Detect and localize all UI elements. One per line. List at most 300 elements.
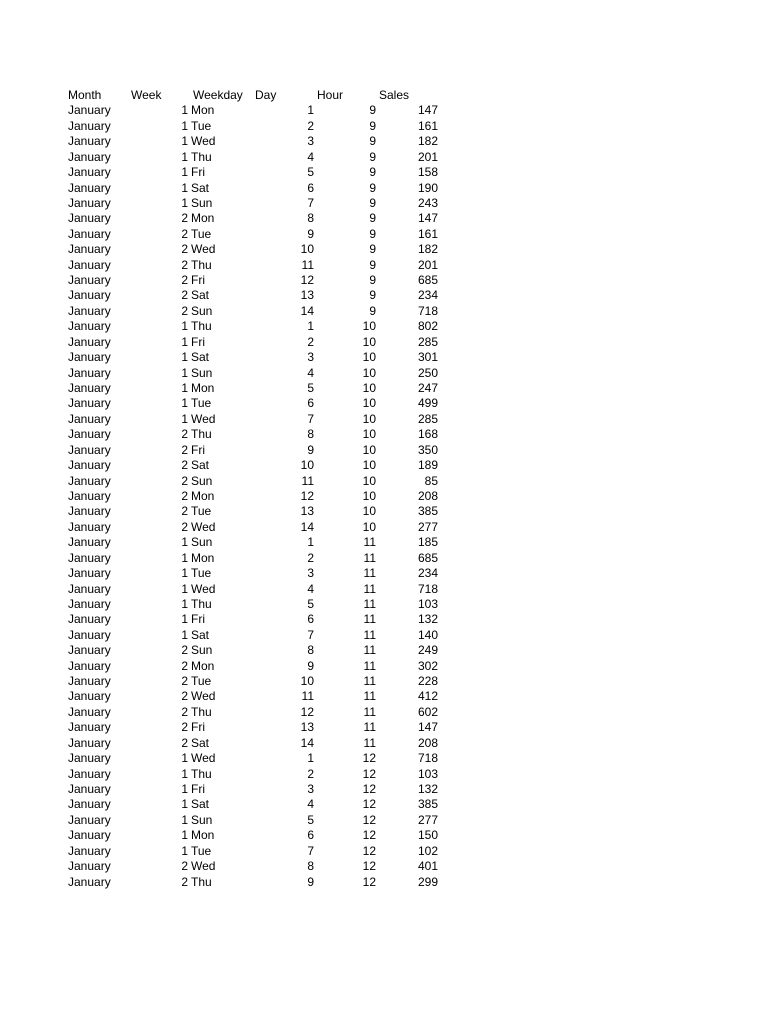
header-month: Month [68, 88, 102, 102]
cell-sales: 147 [417, 103, 438, 118]
cell-day: 9 [307, 874, 314, 889]
cell-week: 1 [181, 334, 188, 349]
cell-day: 5 [307, 381, 314, 396]
cell-weekday: Fri [191, 334, 205, 349]
table-row [68, 242, 448, 257]
cell-month: January [68, 581, 111, 596]
cell-day: 7 [307, 843, 314, 858]
table-row [68, 304, 448, 319]
cell-day: 2 [307, 334, 314, 349]
cell-weekday: Thu [191, 766, 212, 781]
cell-weekday: Thu [191, 704, 212, 719]
cell-month: January [68, 828, 111, 843]
cell-hour: 9 [369, 149, 376, 164]
cell-weekday: Sun [191, 473, 213, 488]
cell-weekday: Thu [191, 257, 212, 272]
cell-day: 11 [301, 689, 314, 704]
table-row [68, 396, 448, 411]
header-week: Week [131, 88, 162, 102]
cell-hour: 9 [369, 273, 376, 288]
cell-hour: 11 [363, 581, 376, 596]
cell-hour: 10 [362, 519, 376, 534]
cell-weekday: Thu [191, 149, 212, 164]
cell-week: 2 [181, 504, 188, 519]
cell-hour: 10 [362, 365, 376, 380]
cell-hour: 12 [362, 766, 376, 781]
cell-month: January [68, 859, 111, 874]
cell-weekday: Sun [191, 303, 213, 318]
cell-week: 1 [181, 165, 188, 180]
table-row [68, 427, 448, 442]
cell-week: 2 [181, 874, 188, 889]
table-row [68, 227, 448, 242]
table-row [68, 443, 448, 458]
header-day: Day [255, 88, 277, 102]
cell-sales: 228 [417, 674, 438, 689]
cell-weekday: Sun [191, 535, 213, 550]
cell-hour: 11 [363, 674, 376, 689]
cell-weekday: Wed [191, 519, 216, 534]
cell-hour: 11 [363, 566, 376, 581]
cell-month: January [68, 735, 111, 750]
cell-sales: 802 [417, 319, 438, 334]
cell-week: 2 [181, 658, 188, 673]
cell-hour: 9 [369, 165, 376, 180]
table-row [68, 659, 448, 674]
cell-weekday: Wed [191, 411, 216, 426]
cell-sales: 277 [417, 519, 438, 534]
cell-week: 1 [181, 411, 188, 426]
cell-week: 2 [181, 442, 188, 457]
cell-weekday: Mon [191, 381, 215, 396]
cell-month: January [68, 704, 111, 719]
cell-hour: 12 [362, 843, 376, 858]
cell-month: January [68, 257, 111, 272]
cell-weekday: Wed [191, 751, 216, 766]
table-row [68, 566, 448, 581]
cell-month: January [68, 381, 111, 396]
cell-month: January [68, 211, 111, 226]
cell-week: 1 [181, 781, 188, 796]
cell-week: 2 [181, 473, 188, 488]
cell-month: January [68, 165, 111, 180]
cell-hour: 11 [363, 612, 376, 627]
cell-weekday: Sun [191, 195, 213, 210]
cell-weekday: Thu [191, 596, 212, 611]
cell-sales: 132 [417, 781, 438, 796]
table-row [68, 828, 448, 843]
cell-sales: 385 [417, 797, 438, 812]
table-row [68, 674, 448, 689]
cell-day: 2 [307, 550, 314, 565]
cell-weekday: Tue [191, 674, 212, 689]
cell-sales: 285 [417, 334, 438, 349]
cell-week: 1 [181, 103, 188, 118]
cell-day: 5 [307, 596, 314, 611]
cell-sales: 147 [417, 211, 438, 226]
cell-week: 1 [181, 319, 188, 334]
table-row [68, 813, 448, 828]
cell-weekday: Mon [191, 828, 215, 843]
cell-sales: 718 [417, 303, 438, 318]
cell-week: 1 [181, 350, 188, 365]
cell-week: 2 [181, 458, 188, 473]
cell-week: 2 [181, 226, 188, 241]
cell-day: 8 [307, 211, 314, 226]
cell-hour: 10 [362, 411, 376, 426]
cell-hour: 10 [362, 504, 376, 519]
cell-weekday: Sun [191, 812, 213, 827]
cell-week: 1 [181, 812, 188, 827]
cell-day: 12 [300, 704, 314, 719]
cell-month: January [68, 458, 111, 473]
cell-sales: 132 [417, 612, 438, 627]
table-row [68, 119, 448, 134]
cell-hour: 9 [369, 303, 376, 318]
cell-month: January [68, 473, 111, 488]
cell-weekday: Tue [191, 396, 212, 411]
cell-weekday: Sat [191, 288, 210, 303]
cell-month: January [68, 689, 111, 704]
cell-month: January [68, 350, 111, 365]
cell-sales: 685 [417, 550, 438, 565]
cell-month: January [68, 226, 111, 241]
cell-sales: 602 [417, 704, 438, 719]
cell-month: January [68, 766, 111, 781]
cell-hour: 9 [369, 288, 376, 303]
cell-sales: 243 [417, 195, 438, 210]
cell-day: 6 [307, 180, 314, 195]
cell-month: January [68, 612, 111, 627]
cell-week: 1 [181, 751, 188, 766]
cell-sales: 208 [417, 488, 438, 503]
cell-hour: 12 [362, 874, 376, 889]
table-row [68, 782, 448, 797]
cell-hour: 9 [369, 226, 376, 241]
cell-hour: 10 [362, 458, 376, 473]
cell-hour: 11 [363, 735, 376, 750]
table-row [68, 181, 448, 196]
cell-week: 1 [181, 149, 188, 164]
cell-week: 2 [181, 273, 188, 288]
cell-weekday: Wed [191, 242, 216, 257]
cell-weekday: Sun [191, 643, 213, 658]
cell-sales: 140 [417, 627, 438, 642]
table-row [68, 335, 448, 350]
cell-day: 4 [307, 365, 314, 380]
cell-hour: 11 [363, 643, 376, 658]
cell-hour: 12 [362, 781, 376, 796]
table-row [68, 273, 448, 288]
cell-month: January [68, 874, 111, 889]
cell-hour: 9 [369, 195, 376, 210]
table-row [68, 844, 448, 859]
cell-week: 1 [181, 365, 188, 380]
cell-month: January [68, 303, 111, 318]
cell-month: January [68, 658, 111, 673]
cell-hour: 11 [363, 550, 376, 565]
cell-sales: 718 [417, 751, 438, 766]
cell-sales: 234 [417, 288, 438, 303]
cell-weekday: Wed [191, 859, 216, 874]
cell-hour: 9 [369, 242, 376, 257]
cell-day: 3 [307, 134, 314, 149]
table-row [68, 689, 448, 704]
cell-sales: 385 [417, 504, 438, 519]
cell-hour: 12 [362, 751, 376, 766]
header-row [68, 88, 448, 103]
cell-weekday: Fri [191, 612, 205, 627]
cell-weekday: Sat [191, 627, 210, 642]
header-weekday: Weekday [193, 88, 243, 102]
cell-month: January [68, 504, 111, 519]
cell-sales: 277 [417, 812, 438, 827]
cell-weekday: Thu [191, 874, 212, 889]
table-row [68, 366, 448, 381]
cell-day: 7 [307, 627, 314, 642]
cell-sales: 350 [417, 442, 438, 457]
cell-month: January [68, 550, 111, 565]
cell-day: 6 [307, 612, 314, 627]
table-row [68, 412, 448, 427]
cell-sales: 85 [424, 473, 438, 488]
cell-week: 1 [181, 766, 188, 781]
table-row [68, 720, 448, 735]
cell-day: 1 [307, 535, 314, 550]
cell-day: 5 [307, 165, 314, 180]
cell-weekday: Sat [191, 735, 210, 750]
cell-sales: 285 [417, 411, 438, 426]
cell-day: 7 [307, 411, 314, 426]
table-row [68, 350, 448, 365]
cell-week: 1 [181, 596, 188, 611]
cell-month: January [68, 843, 111, 858]
table-row [68, 150, 448, 165]
cell-sales: 499 [417, 396, 438, 411]
cell-day: 9 [307, 658, 314, 673]
cell-sales: 201 [417, 149, 438, 164]
cell-hour: 11 [363, 704, 376, 719]
cell-month: January [68, 442, 111, 457]
cell-day: 6 [307, 396, 314, 411]
table-row [68, 859, 448, 874]
cell-week: 2 [181, 643, 188, 658]
cell-day: 14 [300, 735, 314, 750]
cell-weekday: Mon [191, 550, 215, 565]
cell-week: 2 [181, 211, 188, 226]
cell-month: January [68, 519, 111, 534]
cell-week: 1 [181, 134, 188, 149]
cell-month: January [68, 812, 111, 827]
cell-weekday: Tue [191, 118, 212, 133]
cell-day: 2 [307, 766, 314, 781]
cell-day: 3 [307, 350, 314, 365]
cell-month: January [68, 396, 111, 411]
cell-day: 14 [300, 303, 314, 318]
cell-week: 2 [181, 519, 188, 534]
cell-weekday: Tue [191, 226, 212, 241]
cell-week: 1 [181, 797, 188, 812]
cell-weekday: Wed [191, 689, 216, 704]
cell-week: 1 [181, 118, 188, 133]
cell-sales: 182 [417, 134, 438, 149]
cell-month: January [68, 149, 111, 164]
cell-day: 4 [307, 797, 314, 812]
cell-day: 12 [300, 273, 314, 288]
cell-hour: 12 [362, 828, 376, 843]
cell-weekday: Mon [191, 211, 215, 226]
table-row [68, 319, 448, 334]
cell-sales: 234 [417, 566, 438, 581]
cell-weekday: Mon [191, 103, 215, 118]
table-row [68, 458, 448, 473]
cell-day: 7 [307, 195, 314, 210]
cell-month: January [68, 535, 111, 550]
cell-weekday: Mon [191, 488, 215, 503]
cell-month: January [68, 627, 111, 642]
cell-week: 2 [181, 859, 188, 874]
cell-week: 1 [181, 381, 188, 396]
cell-month: January [68, 118, 111, 133]
cell-month: January [68, 781, 111, 796]
cell-month: January [68, 720, 111, 735]
cell-sales: 401 [417, 859, 438, 874]
cell-month: January [68, 566, 111, 581]
cell-week: 1 [181, 627, 188, 642]
table-row [68, 535, 448, 550]
cell-sales: 102 [417, 843, 438, 858]
sales-table [68, 88, 448, 890]
cell-day: 13 [300, 288, 314, 303]
cell-hour: 10 [362, 442, 376, 457]
cell-hour: 10 [362, 473, 376, 488]
cell-day: 11 [301, 473, 314, 488]
table-row [68, 643, 448, 658]
cell-month: January [68, 288, 111, 303]
cell-month: January [68, 411, 111, 426]
table-row [68, 504, 448, 519]
cell-sales: 208 [417, 735, 438, 750]
cell-week: 1 [181, 550, 188, 565]
table-row [68, 103, 448, 118]
table-row [68, 597, 448, 612]
cell-sales: 158 [417, 165, 438, 180]
cell-month: January [68, 319, 111, 334]
table-row [68, 288, 448, 303]
cell-weekday: Sat [191, 180, 210, 195]
cell-month: January [68, 427, 111, 442]
cell-hour: 9 [369, 118, 376, 133]
cell-hour: 9 [369, 134, 376, 149]
cell-week: 2 [181, 242, 188, 257]
cell-weekday: Tue [191, 504, 212, 519]
cell-month: January [68, 751, 111, 766]
cell-hour: 11 [363, 596, 376, 611]
cell-week: 1 [181, 828, 188, 843]
table-row [68, 196, 448, 211]
cell-hour: 11 [363, 535, 376, 550]
cell-day: 5 [307, 812, 314, 827]
cell-month: January [68, 643, 111, 658]
cell-hour: 10 [362, 319, 376, 334]
cell-hour: 11 [363, 720, 376, 735]
cell-week: 2 [181, 257, 188, 272]
table-body [68, 103, 448, 890]
cell-sales: 249 [417, 643, 438, 658]
cell-day: 8 [307, 643, 314, 658]
cell-hour: 10 [362, 396, 376, 411]
cell-week: 2 [181, 720, 188, 735]
cell-month: January [68, 488, 111, 503]
cell-sales: 302 [417, 658, 438, 673]
table-row [68, 474, 448, 489]
cell-day: 6 [307, 828, 314, 843]
cell-day: 13 [300, 504, 314, 519]
table-row [68, 705, 448, 720]
cell-day: 9 [307, 226, 314, 241]
cell-week: 2 [181, 735, 188, 750]
cell-month: January [68, 797, 111, 812]
cell-day: 12 [300, 488, 314, 503]
cell-weekday: Tue [191, 566, 212, 581]
cell-sales: 161 [417, 118, 438, 133]
cell-month: January [68, 195, 111, 210]
cell-day: 3 [307, 566, 314, 581]
cell-hour: 9 [369, 211, 376, 226]
table-row [68, 134, 448, 149]
cell-week: 2 [181, 704, 188, 719]
cell-sales: 412 [417, 689, 438, 704]
cell-hour: 10 [362, 334, 376, 349]
cell-hour: 12 [362, 859, 376, 874]
cell-month: January [68, 674, 111, 689]
cell-hour: 10 [362, 350, 376, 365]
table-row [68, 381, 448, 396]
cell-day: 1 [307, 751, 314, 766]
cell-sales: 247 [417, 381, 438, 396]
cell-weekday: Sat [191, 797, 210, 812]
table-row [68, 797, 448, 812]
cell-hour: 9 [369, 103, 376, 118]
cell-hour: 10 [362, 488, 376, 503]
cell-day: 10 [300, 674, 314, 689]
table-row [68, 751, 448, 766]
cell-sales: 250 [417, 365, 438, 380]
cell-week: 1 [181, 843, 188, 858]
cell-month: January [68, 365, 111, 380]
cell-week: 1 [181, 195, 188, 210]
table-row [68, 582, 448, 597]
cell-hour: 10 [362, 427, 376, 442]
cell-sales: 301 [417, 350, 438, 365]
table-row [68, 489, 448, 504]
cell-week: 1 [181, 396, 188, 411]
cell-hour: 10 [362, 381, 376, 396]
table-row [68, 258, 448, 273]
cell-weekday: Tue [191, 843, 212, 858]
cell-weekday: Wed [191, 134, 216, 149]
cell-month: January [68, 134, 111, 149]
cell-week: 2 [181, 488, 188, 503]
cell-month: January [68, 180, 111, 195]
cell-hour: 12 [362, 797, 376, 812]
cell-day: 11 [301, 257, 314, 272]
cell-weekday: Mon [191, 658, 215, 673]
cell-weekday: Sat [191, 458, 210, 473]
cell-sales: 168 [417, 427, 438, 442]
cell-weekday: Fri [191, 442, 205, 457]
cell-sales: 685 [417, 273, 438, 288]
